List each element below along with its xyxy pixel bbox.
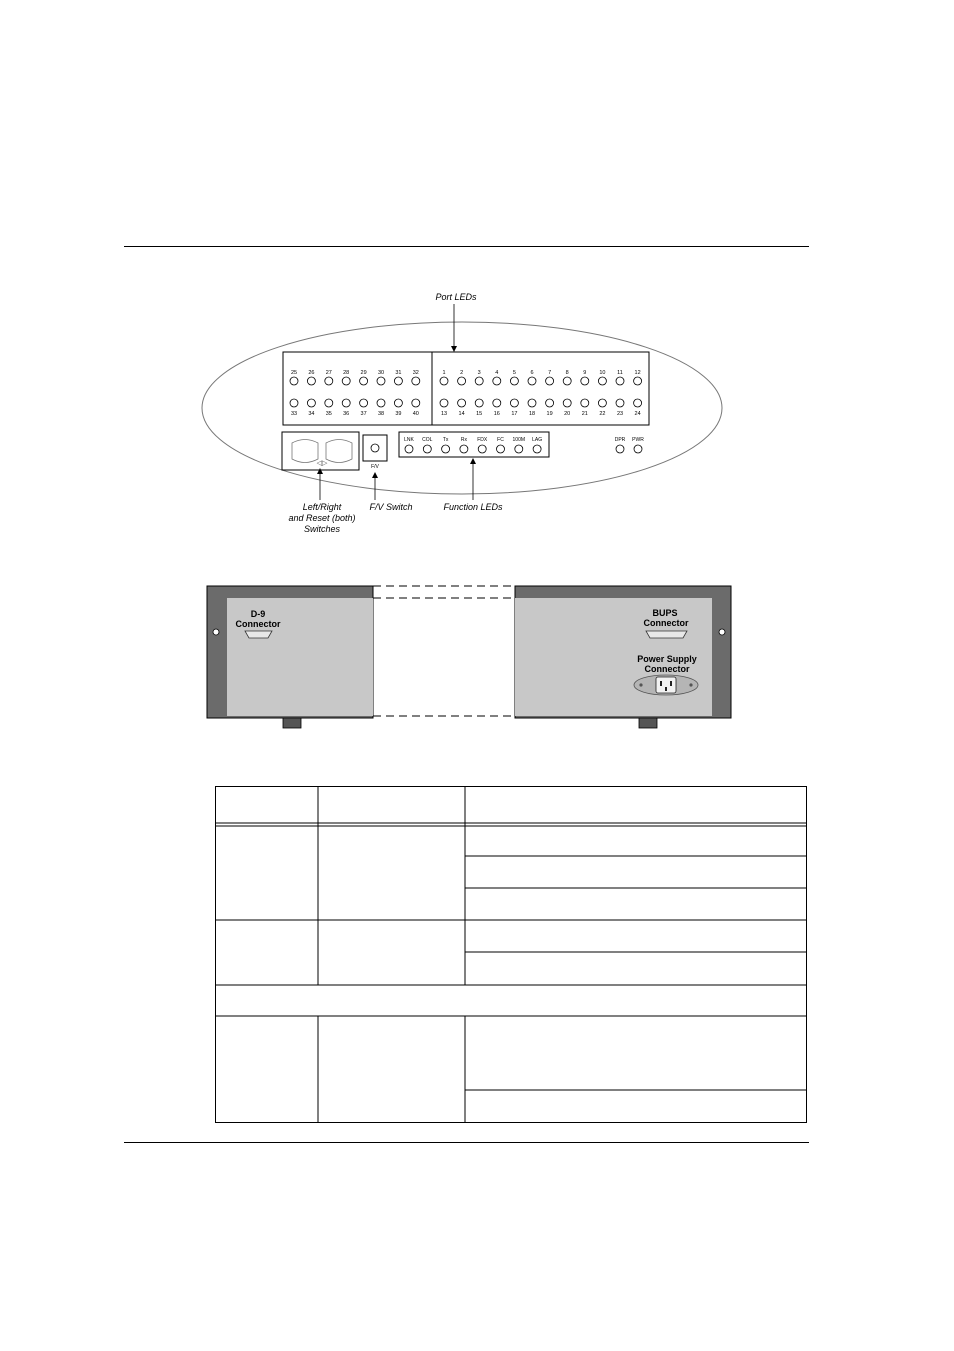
function-led-lag	[533, 445, 541, 453]
port-led-13	[440, 399, 448, 407]
port-led-25	[290, 377, 298, 385]
port-led-26	[307, 377, 315, 385]
port-label-31: 31	[395, 370, 402, 376]
rear-panel-diagram	[0, 580, 954, 760]
function-led-label-fc: FC	[497, 437, 504, 443]
port-led-9	[581, 377, 589, 385]
port-led-18	[528, 399, 536, 407]
d9-label-2: Connector	[235, 619, 281, 629]
port-led-33	[290, 399, 298, 407]
left-right-callout-1: Left/Right	[302, 502, 342, 512]
port-label-39: 39	[395, 411, 402, 417]
port-led-block	[283, 352, 649, 425]
function-led-box	[399, 432, 549, 457]
port-label-34: 34	[308, 411, 315, 417]
port-label-32: 32	[412, 370, 419, 376]
port-led-20	[563, 399, 571, 407]
port-label-3: 3	[477, 370, 481, 376]
port-led-6	[528, 377, 536, 385]
port-label-22: 22	[599, 411, 606, 417]
port-led-19	[546, 399, 554, 407]
port-led-32	[412, 377, 420, 385]
port-led-12	[634, 377, 642, 385]
port-label-1: 1	[442, 370, 446, 376]
port-led-14	[458, 399, 466, 407]
port-label-16: 16	[493, 411, 500, 417]
function-led-rx	[460, 445, 468, 453]
port-led-38	[377, 399, 385, 407]
fv-switch-label: F/V	[371, 464, 379, 470]
port-led-10	[598, 377, 606, 385]
left-right-callout-3: Switches	[303, 524, 341, 534]
function-led-label-100m: 100M	[512, 437, 526, 443]
port-label-17: 17	[511, 411, 518, 417]
port-led-17	[510, 399, 518, 407]
bups-label-2: Connector	[643, 618, 689, 628]
status-led-pwr	[634, 445, 642, 453]
port-label-21: 21	[581, 411, 588, 417]
port-led-30	[377, 377, 385, 385]
function-led-col	[423, 445, 431, 453]
port-label-10: 10	[599, 370, 606, 376]
status-led-label-pwr: PWR	[632, 437, 644, 443]
function-led-label-lnk: LNK	[404, 437, 414, 443]
function-led-fc	[497, 445, 505, 453]
port-led-23	[616, 399, 624, 407]
bottom-rule	[124, 1142, 809, 1143]
port-led-3	[475, 377, 483, 385]
arrows-glyph: ◁▷	[316, 460, 328, 467]
port-label-23: 23	[616, 411, 624, 417]
port-label-35: 35	[325, 411, 332, 417]
front-panel-diagram	[0, 0, 954, 560]
port-label-9: 9	[583, 370, 587, 376]
port-label-36: 36	[343, 411, 350, 417]
right-switch	[326, 440, 352, 463]
port-label-5: 5	[512, 370, 516, 376]
function-led-label-rx: Rx	[460, 437, 467, 443]
function-led-label-lag: LAG	[532, 437, 543, 443]
function-led-tx	[442, 445, 450, 453]
port-led-24	[634, 399, 642, 407]
psu-label-1: Power Supply	[637, 654, 697, 664]
specification-table	[215, 786, 807, 1123]
d9-connector	[245, 631, 272, 638]
left-right-callout-2: and Reset (both)	[288, 513, 356, 523]
fv-switch-button	[371, 444, 379, 452]
port-led-31	[394, 377, 402, 385]
port-led-37	[360, 399, 368, 407]
port-led-11	[616, 377, 624, 385]
port-led-40	[412, 399, 420, 407]
port-led-27	[325, 377, 333, 385]
foot-right	[639, 718, 657, 728]
port-led-7	[546, 377, 554, 385]
port-label-19: 19	[546, 411, 553, 417]
port-led-5	[510, 377, 518, 385]
port-led-35	[325, 399, 333, 407]
port-led-2	[458, 377, 466, 385]
port-label-18: 18	[528, 411, 536, 417]
function-led-100m	[515, 445, 523, 453]
mount-hole-right	[719, 629, 725, 635]
mount-hole-left	[213, 629, 219, 635]
left-switch	[292, 440, 318, 463]
port-led-34	[307, 399, 315, 407]
port-label-28: 28	[343, 370, 350, 376]
port-label-26: 26	[308, 370, 315, 376]
function-led-lnk	[405, 445, 413, 453]
port-led-29	[360, 377, 368, 385]
function-leds-callout: Function LEDs	[443, 502, 503, 512]
foot-left	[283, 718, 301, 728]
port-label-20: 20	[564, 411, 571, 417]
port-label-38: 38	[377, 411, 385, 417]
function-led-label-tx: Tx	[442, 437, 449, 443]
bups-label-1: BUPS	[652, 608, 678, 618]
port-label-11: 11	[617, 370, 623, 376]
function-led-label-fdx: FDX	[477, 437, 488, 443]
fv-switch-callout: F/V Switch	[369, 502, 413, 512]
port-led-39	[394, 399, 402, 407]
d9-label-1: D-9	[250, 609, 266, 619]
port-label-8: 8	[565, 370, 569, 376]
port-label-24: 24	[634, 411, 641, 417]
port-led-16	[493, 399, 501, 407]
port-led-36	[342, 399, 350, 407]
port-led-1	[440, 377, 448, 385]
port-leds-callout: Port LEDs	[435, 292, 477, 302]
psu-label-2: Connector	[644, 664, 690, 674]
port-led-21	[581, 399, 589, 407]
port-led-15	[475, 399, 483, 407]
port-label-33: 33	[290, 411, 298, 417]
port-label-30: 30	[377, 370, 385, 376]
port-label-6: 6	[530, 370, 534, 376]
port-label-2: 2	[460, 370, 464, 376]
port-label-37: 37	[360, 411, 367, 417]
port-label-7: 7	[548, 370, 552, 376]
port-label-4: 4	[495, 370, 499, 376]
port-label-29: 29	[360, 370, 367, 376]
port-label-12: 12	[634, 370, 641, 376]
status-led-label-dpr: DPR	[614, 437, 626, 443]
port-label-13: 13	[440, 411, 448, 417]
port-led-8	[563, 377, 571, 385]
port-label-15: 15	[476, 411, 483, 417]
function-led-fdx	[478, 445, 486, 453]
port-label-27: 27	[325, 370, 332, 376]
port-led-4	[493, 377, 501, 385]
port-led-28	[342, 377, 350, 385]
port-label-14: 14	[458, 411, 465, 417]
function-led-label-col: COL	[422, 437, 433, 443]
port-label-25: 25	[290, 370, 298, 376]
port-label-40: 40	[412, 411, 419, 417]
bups-connector	[646, 631, 687, 638]
port-led-22	[598, 399, 606, 407]
status-led-dpr	[616, 445, 624, 453]
